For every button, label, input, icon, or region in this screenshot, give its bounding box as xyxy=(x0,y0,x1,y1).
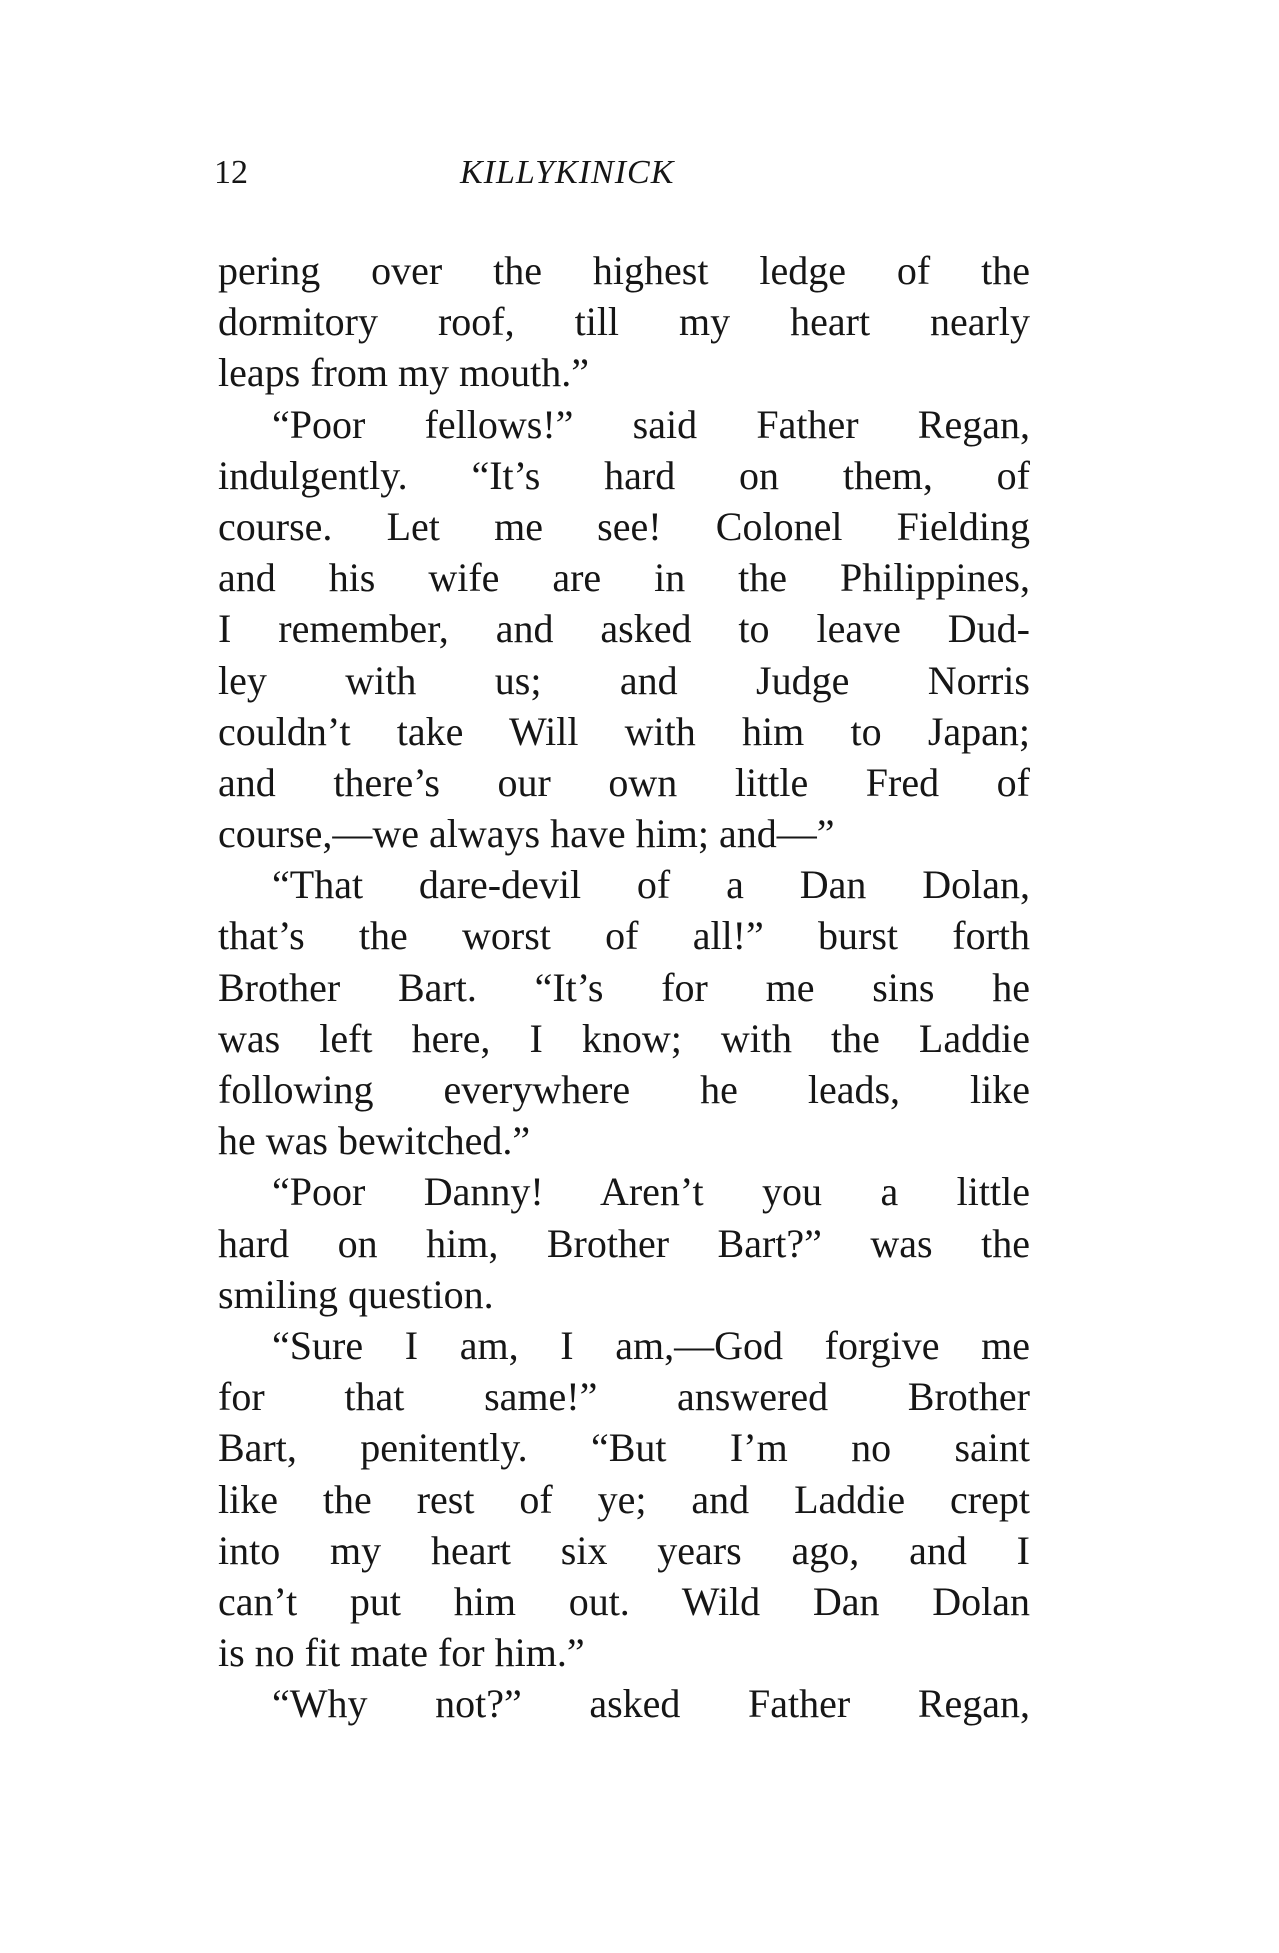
text-line: “Why not?” asked Father Regan, xyxy=(272,1681,1030,1727)
text-line: couldn’t take Will with him to Japan; xyxy=(218,708,1030,754)
text-line: is no fit mate for him.” xyxy=(218,1630,585,1676)
text-line: indulgently. “It’s hard on them, of xyxy=(218,452,1030,498)
text-line: was left here, I know; with the Laddie xyxy=(218,1015,1030,1061)
text-line: “That dare-devil of a Dan Dolan, xyxy=(272,862,1030,908)
text-line: course. Let me see! Colonel Fielding xyxy=(218,503,1030,549)
text-line: dormitory roof, till my heart nearly xyxy=(218,299,1030,345)
text-line: leaps from my mouth.” xyxy=(218,350,590,396)
text-line: I remember, and asked to leave Dud- xyxy=(218,606,1030,652)
text-line: pering over the highest ledge of the xyxy=(218,248,1030,293)
text-line: smiling question. xyxy=(218,1271,494,1317)
text-line: following everywhere he leads, like xyxy=(218,1067,1030,1112)
running-title: KILLYKINICK xyxy=(460,154,675,191)
text-line: “Poor Danny! Aren’t you a little xyxy=(272,1169,1030,1215)
text-line: and his wife are in the Philippines, xyxy=(218,555,1030,601)
body-text xyxy=(218,245,1030,1729)
text-line: hard on him, Brother Bart?” was the xyxy=(218,1220,1030,1266)
text-line: he was bewitched.” xyxy=(218,1118,531,1164)
text-line: like the rest of ye; and Laddie crept xyxy=(218,1476,1030,1522)
text-line: can’t put him out. Wild Dan Dolan xyxy=(218,1578,1030,1624)
text-line: ley with us; and Judge Norris xyxy=(218,657,1030,703)
page-number: 12 xyxy=(214,154,248,191)
running-head xyxy=(214,148,1034,198)
text-line: that’s the worst of all!” burst forth xyxy=(218,913,1030,959)
text-line: into my heart six years ago, and I xyxy=(218,1527,1030,1573)
text-line: Brother Bart. “It’s for me sins he xyxy=(218,964,1030,1010)
text-line: course,—we always have him; and—” xyxy=(218,811,835,857)
text-line: for that same!” answered Brother xyxy=(218,1374,1030,1420)
text-line: Bart, penitently. “But I’m no saint xyxy=(218,1425,1030,1471)
text-line: “Sure I am, I am,—God forgive me xyxy=(272,1322,1030,1368)
text-line: “Poor fellows!” said Father Regan, xyxy=(272,401,1030,447)
text-line: and there’s our own little Fred of xyxy=(218,759,1030,805)
